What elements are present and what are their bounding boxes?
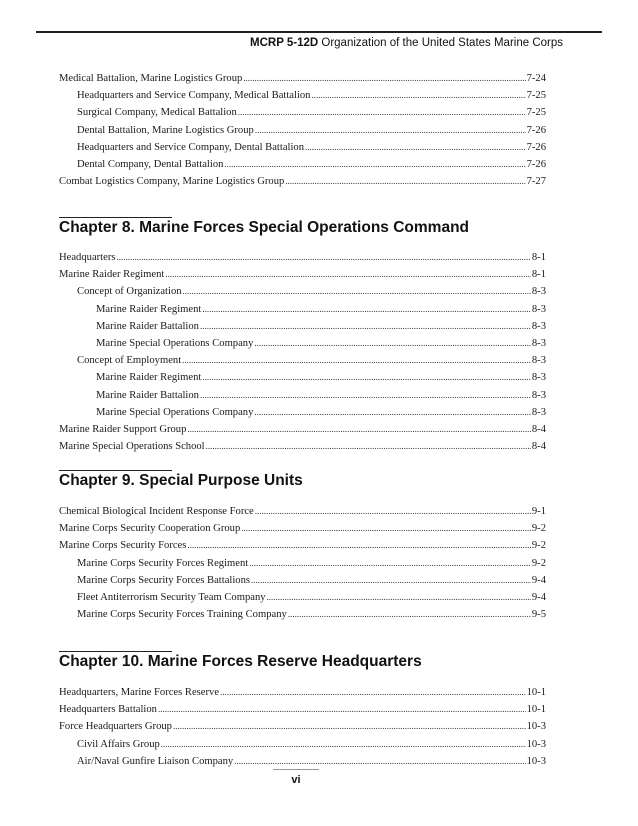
toc-entry-title: Headquarters, Marine Forces Reserve [59, 687, 220, 698]
toc-entry[interactable] [59, 606, 546, 623]
toc-entry[interactable] [59, 387, 546, 404]
dot-leader [173, 718, 526, 735]
toc-entry-page: 7-26 [526, 158, 546, 170]
toc-entry[interactable] [59, 537, 546, 554]
dot-leader [200, 318, 531, 335]
toc-entry-title: Dental Battalion, Marine Logistics Group [77, 124, 254, 136]
toc-entry-page: 8-3 [531, 320, 546, 332]
toc-section-chapter-10 [59, 684, 546, 770]
toc-entry-page: 9-2 [531, 540, 546, 552]
toc-entry[interactable] [59, 404, 546, 421]
toc-entry[interactable] [59, 266, 546, 283]
toc-entry[interactable] [59, 572, 546, 589]
toc-entry-page: 9-5 [531, 609, 546, 621]
toc-entry[interactable] [59, 139, 546, 156]
toc-entry-page: 8-3 [531, 389, 546, 401]
toc-entry-page: 8-3 [531, 337, 546, 349]
dot-leader [243, 70, 525, 87]
toc-entry[interactable] [59, 301, 546, 318]
dot-leader [254, 335, 530, 352]
toc-entry-page: 10-3 [526, 738, 546, 750]
toc-entry-title: Marine Raider Battalion [96, 320, 199, 332]
dot-leader [267, 589, 531, 606]
toc-entry-title: Marine Raider Regiment [59, 269, 165, 281]
toc-entry-page: 7-27 [526, 176, 546, 188]
chapter-9-rule [59, 470, 172, 471]
toc-entry-page: 10-3 [526, 755, 546, 767]
toc-entry-title: Marine Special Operations Company [96, 406, 254, 418]
toc-entry[interactable] [59, 503, 546, 520]
chapter-8-heading: Chapter 8. Marine Forces Special Operations Command [59, 219, 470, 236]
toc-entry[interactable] [59, 335, 546, 352]
toc-entry[interactable] [59, 283, 546, 300]
dot-leader [116, 249, 530, 266]
dot-leader [311, 87, 525, 104]
dot-leader [202, 301, 531, 318]
dot-leader [165, 266, 531, 283]
toc-entry-title: Concept of Employment [77, 355, 182, 367]
toc-entry-title: Marine Raider Regiment [96, 372, 202, 384]
toc-entry[interactable] [59, 352, 546, 369]
dot-leader [224, 156, 525, 173]
dot-leader [255, 503, 531, 520]
toc-entry-title: Marine Corps Security Forces Regiment [77, 557, 249, 569]
dot-leader [161, 736, 526, 753]
toc-entry-page: 8-4 [531, 423, 546, 435]
toc-entry-title: Concept of Organization [77, 286, 182, 298]
toc-entry[interactable] [59, 520, 546, 537]
toc-entry-title: Medical Battalion, Marine Logistics Group [59, 73, 243, 84]
toc-entry[interactable] [59, 438, 546, 455]
toc-entry[interactable] [59, 104, 546, 121]
toc-entry-page: 8-3 [531, 355, 546, 367]
toc-entry[interactable] [59, 421, 546, 438]
toc-entry-title: Dental Company, Dental Battalion [77, 158, 224, 170]
toc-entry[interactable] [59, 318, 546, 335]
dot-leader [238, 104, 526, 121]
dot-leader [288, 606, 531, 623]
toc-entry-title: Fleet Antiterrorism Security Team Company [77, 591, 266, 603]
dot-leader [206, 438, 531, 455]
toc-entry-page: 7-25 [526, 90, 546, 102]
dot-leader [220, 684, 526, 701]
toc-entry-title: Marine Raider Regiment [96, 303, 202, 315]
toc-entry-title: Marine Raider Support Group [59, 423, 187, 435]
toc-entry-page: 8-4 [531, 441, 546, 453]
dot-leader [241, 520, 531, 537]
toc-entry-page: 7-25 [526, 107, 546, 119]
toc-entry-page: 9-2 [531, 523, 546, 535]
toc-entry[interactable] [59, 249, 546, 266]
toc-entry-page: 8-1 [531, 252, 546, 263]
dot-leader [187, 421, 530, 438]
dot-leader [202, 369, 531, 386]
page-number: vi [291, 774, 301, 786]
toc-entry[interactable] [59, 753, 546, 770]
toc-section-chapter-9 [59, 503, 546, 623]
toc-entry-title: Civil Affairs Group [77, 738, 160, 750]
footer-rule [273, 769, 319, 770]
toc-section-chapter-7-continued [59, 70, 546, 190]
dot-leader [251, 572, 531, 589]
toc-entry[interactable] [59, 156, 546, 173]
toc-entry[interactable] [59, 555, 546, 572]
toc-entry[interactable] [59, 87, 546, 104]
toc-entry-page: 9-1 [531, 506, 546, 517]
toc-entry-page: 8-1 [531, 269, 546, 281]
toc-entry-title: Chemical Biological Incident Response Force [59, 506, 254, 517]
dot-leader [254, 404, 530, 421]
running-header [250, 37, 563, 49]
dot-leader [158, 701, 526, 718]
toc-entry[interactable] [59, 589, 546, 606]
chapter-9-heading: Chapter 9. Special Purpose Units [59, 472, 303, 489]
toc-entry-page: 7-26 [526, 141, 546, 153]
toc-entry-title: Marine Corps Security Forces [59, 540, 187, 552]
toc-entry-title: Headquarters Battalion [59, 704, 157, 716]
toc-entry-page: 8-3 [531, 286, 546, 298]
toc-entry[interactable] [59, 718, 546, 735]
toc-entry-page: 9-2 [531, 557, 546, 569]
toc-entry[interactable] [59, 701, 546, 718]
toc-entry-page: 10-1 [526, 687, 546, 698]
chapter-8-rule [59, 217, 172, 218]
toc-entry[interactable] [59, 684, 546, 701]
dot-leader [255, 122, 526, 139]
toc-entry-title: Headquarters and Service Company, Medical Battalion [77, 90, 311, 102]
dot-leader [249, 555, 531, 572]
toc-entry-title: Force Headquarters Group [59, 721, 172, 733]
toc-entry-title: Surgical Company, Medical Battalion [77, 107, 237, 119]
toc-entry-title: Combat Logistics Company, Marine Logistics Group [59, 176, 285, 188]
toc-entry-page: 8-3 [531, 372, 546, 384]
dot-leader [285, 173, 525, 190]
toc-entry[interactable] [59, 369, 546, 386]
dot-leader [200, 387, 531, 404]
toc-section-chapter-8 [59, 249, 546, 455]
toc-entry[interactable] [59, 173, 546, 190]
toc-entry-title: Marine Raider Battalion [96, 389, 199, 401]
toc-entry-page: 9-4 [531, 574, 546, 586]
toc-entry-title: Marine Special Operations School [59, 441, 205, 453]
publication-title: Organization of the United States Marine Corps [321, 37, 563, 49]
publication-code: MCRP 5-12D [250, 37, 319, 49]
dot-leader [187, 537, 530, 554]
chapter-10-heading: Chapter 10. Marine Forces Reserve Headquarters [59, 653, 422, 670]
toc-entry-page: 8-3 [531, 303, 546, 315]
dot-leader [234, 753, 525, 770]
dot-leader [182, 352, 531, 369]
toc-entry-page: 10-1 [526, 704, 546, 716]
toc-entry-page: 7-26 [526, 124, 546, 136]
toc-entry-title: Marine Corps Security Forces Training Company [77, 609, 287, 621]
toc-entry[interactable] [59, 736, 546, 753]
toc-entry-title: Headquarters and Service Company, Dental Battalion [77, 141, 305, 153]
toc-entry-page: 7-24 [526, 73, 546, 84]
toc-entry-title: Headquarters [59, 252, 116, 263]
toc-entry-title: Air/Naval Gunfire Liaison Company [77, 755, 234, 767]
toc-entry-title: Marine Special Operations Company [96, 337, 254, 349]
header-rule [36, 31, 602, 33]
toc-entry-title: Marine Corps Security Forces Battalions [77, 574, 251, 586]
toc-entry[interactable] [59, 70, 546, 87]
dot-leader [305, 139, 526, 156]
toc-entry-title: Marine Corps Security Cooperation Group [59, 523, 241, 535]
chapter-10-rule [59, 651, 172, 652]
toc-entry-page: 9-4 [531, 591, 546, 603]
toc-entry-page: 10-3 [526, 721, 546, 733]
toc-entry[interactable] [59, 122, 546, 139]
dot-leader [183, 283, 531, 300]
toc-entry-page: 8-3 [531, 406, 546, 418]
